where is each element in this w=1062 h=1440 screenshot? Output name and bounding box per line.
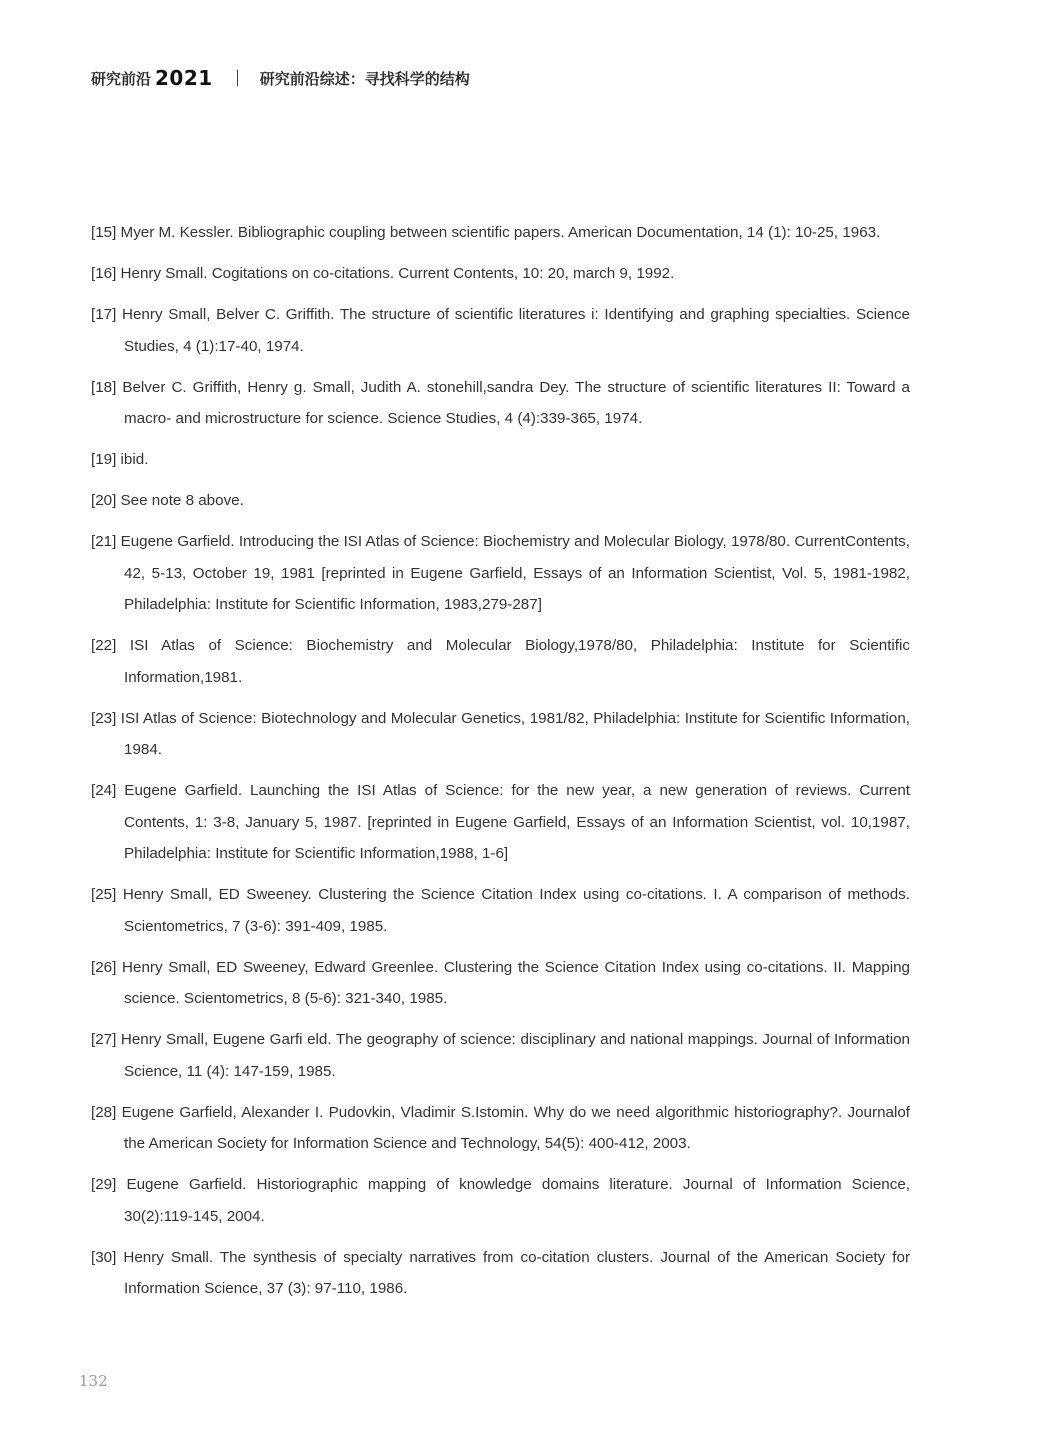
- reference-item: [30] Henry Small. The synthesis of specialty narratives from co-citation clusters. Journal of the American Society for Information Science, 37 (3): 97-110, 1986.: [91, 1248, 910, 1297]
- header-chapter-title: 研究前沿综述：寻找科学的结构: [259, 69, 470, 88]
- reference-item: [25] Henry Small, ED Sweeney. Clustering the Science Citation Index using co-citations. I. A comparison of methods. Scientometrics, 7 (3-6): 391-409, 1985.: [91, 886, 910, 935]
- reference-list: [91, 217, 910, 1314]
- reference-item: [20] See note 8 above.: [91, 492, 244, 509]
- reference-item: [29] Eugene Garfield. Historiographic mapping of knowledge domains literature. Journal of Information Science, 30(2):119-145, 2004.: [91, 1176, 910, 1225]
- reference-item: [18] Belver C. Griffith, Henry g. Small, Judith A. stonehill,sandra Dey. The structure of scientific literatures II: Toward a macro- and microstructure for science. Science Studies, 4 (4):339-365, 1974.: [91, 378, 910, 427]
- reference-item: [23] ISI Atlas of Science: Biotechnology and Molecular Genetics, 1981/82, Philadelphia: Institute for Scientific Information, 1984.: [91, 709, 910, 758]
- reference-item: [16] Henry Small. Cogitations on co-citations. Current Contents, 10: 20, march 9, 1992.: [91, 265, 675, 282]
- header-series-title: 研究前沿: [91, 69, 152, 88]
- reference-item: [22] ISI Atlas of Science: Biochemistry and Molecular Biology,1978/80, Philadelphia: Institute for Scientific Information,1981.: [91, 637, 910, 686]
- running-header: [91, 64, 470, 92]
- reference-item: [24] Eugene Garfield. Launching the ISI Atlas of Science: for the new year, a new generation of reviews. Current Contents, 1: 3-8, January 5, 1987. [reprinted in Eugene Garfield, Essays of an Information Scientist, vol. 10,1987, Philadelphia: Institute for Scientific Information,1988, 1-6]: [91, 782, 910, 862]
- reference-item: [15] Myer M. Kessler. Bibliographic coupling between scientific papers. American Documentation, 14 (1): 10-25, 1963.: [91, 224, 881, 241]
- reference-item: [26] Henry Small, ED Sweeney, Edward Greenlee. Clustering the Science Citation Index using co-citations. II. Mapping science. Scientometrics, 8 (5-6): 321-340, 1985.: [91, 958, 910, 1007]
- reference-item: [21] Eugene Garfield. Introducing the ISI Atlas of Science: Biochemistry and Molecular Biology, 1978/80. CurrentContents, 42, 5-13, October 19, 1981 [reprinted in Eugene Garfield, Essays of an Information Scientist, Vol. 5, 1981-1982, Philadelphia: Institute for Scientific Information, 1983,279-287]: [91, 533, 910, 613]
- page-number: 132: [79, 1372, 108, 1390]
- reference-item: [28] Eugene Garfield, Alexander I. Pudovkin, Vladimir S.Istomin. Why do we need algorithmic historiography?. Journalof the American Society for Information Science and Technology, 54(5): 400-412, 2003.: [91, 1103, 910, 1152]
- header-divider: [237, 70, 238, 86]
- reference-item: [27] Henry Small, Eugene Garfi eld. The geography of science: disciplinary and national mappings. Journal of Information Science, 11 (4): 147-159, 1985.: [91, 1031, 910, 1080]
- header-year: 2021: [155, 66, 213, 90]
- reference-item: [17] Henry Small, Belver C. Griffith. The structure of scientific literatures i: Identifying and graphing specialties. Science Studies, 4 (1):17-40, 1974.: [91, 306, 910, 355]
- reference-item: [19] ibid.: [91, 451, 149, 468]
